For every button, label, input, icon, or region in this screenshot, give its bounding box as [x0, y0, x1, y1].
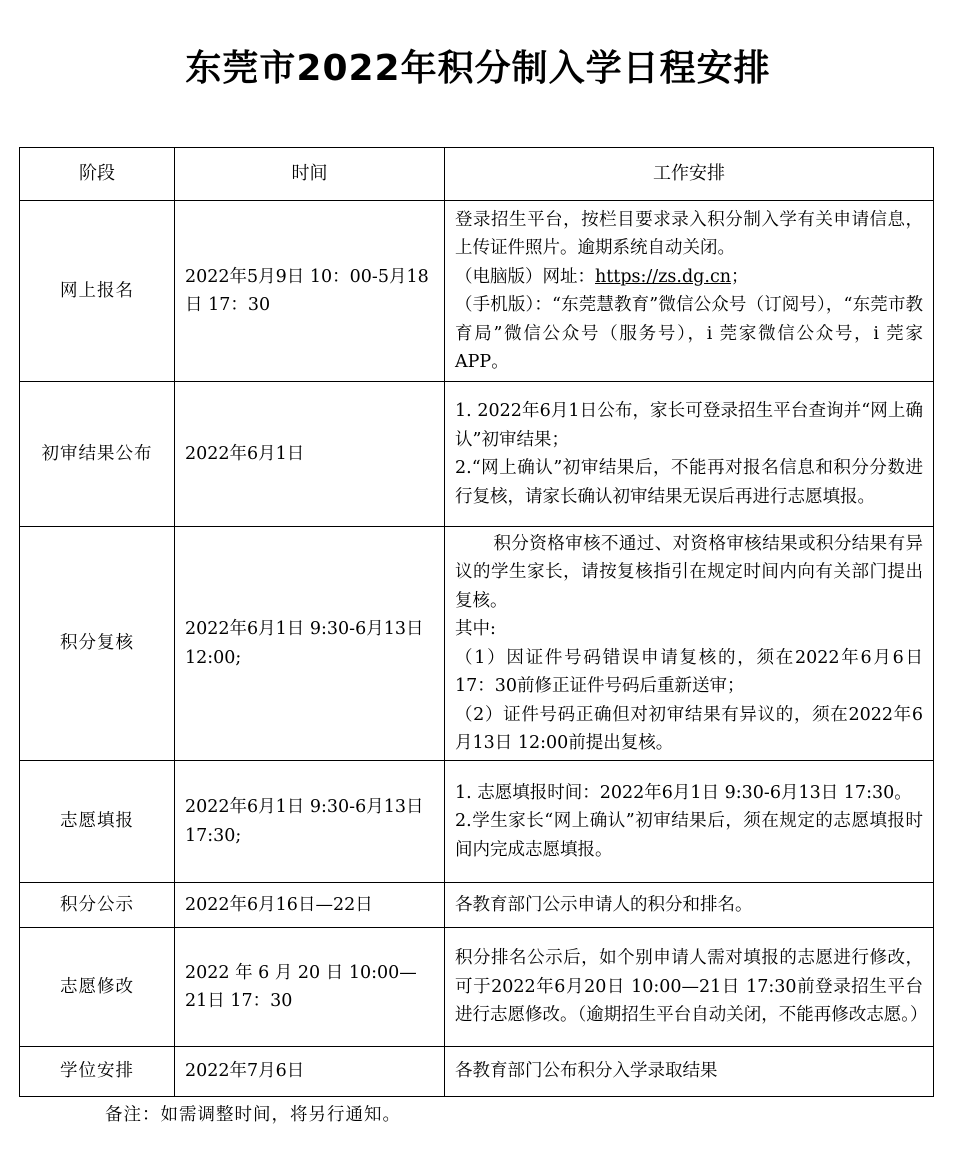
footnote: 备注：如需调整时间，将另行通知。 — [105, 1105, 401, 1125]
plan-line: 2.“网上确认”初审结果后，不能再对报名信息和积分分数进行复核，请家长确认初审结果无误后再进行志愿填报。 — [455, 458, 923, 507]
row-time: 2022年5月9日 10：00-5月18日 17：30 — [175, 201, 445, 382]
row-stage: 志愿修改 — [20, 928, 175, 1047]
row-plan — [445, 201, 934, 382]
plan-line: 积分资格审核不通过、对资格审核结果或积分结果有异议的学生家长，请按复核指引在规定时间内向有关部门提出复核。 — [455, 533, 923, 611]
plan-line: 1. 志愿填报时间：2022年6月1日 9:30-6月13日 17:30。 — [455, 782, 912, 803]
table-row — [20, 761, 934, 883]
plan-line: （手机版）：“东莞慧教育”微信公众号（订阅号），“东莞市教育局”微信公众号（服务号），i 莞家微信公众号，i 莞家 APP。 — [455, 295, 923, 372]
row-stage: 志愿填报 — [20, 761, 175, 883]
header-stage: 阶段 — [20, 148, 175, 201]
table-row — [20, 883, 934, 928]
table-row — [20, 527, 934, 761]
row-plan — [445, 382, 934, 527]
schedule-table — [19, 147, 934, 1097]
row-stage: 积分复核 — [20, 527, 175, 761]
plan-line: （2）证件号码正确但对初审结果有异议的，须在2022年6月13日 12:00前提出复核。 — [455, 704, 923, 753]
header-plan: 工作安排 — [445, 148, 934, 201]
row-plan — [445, 761, 934, 883]
row-plan — [445, 883, 934, 928]
row-stage: 初审结果公布 — [20, 382, 175, 527]
table-row — [20, 1047, 934, 1097]
row-time: 2022年6月1日 9:30-6月13日 17:30; — [175, 761, 445, 883]
row-time: 2022年7月6日 — [175, 1047, 445, 1097]
page-title: 东莞市2022年积分制入学日程安排 — [185, 48, 771, 89]
row-stage: 网上报名 — [20, 201, 175, 382]
plan-line: 2.学生家长“网上确认”初审结果后，须在规定的志愿填报时间内完成志愿填报。 — [455, 811, 923, 860]
row-plan — [445, 1047, 934, 1097]
row-time: 2022 年 6 月 20 日 10:00—21日 17：30 — [175, 928, 445, 1047]
row-stage: 积分公示 — [20, 883, 175, 928]
website-link[interactable]: https://zs.dg.cn — [595, 266, 732, 287]
plan-line: （1）因证件号码错误申请复核的，须在2022年6月6日 17：30前修正证件号码后重新送审； — [455, 647, 923, 696]
plan-line: 登录招生平台，按栏目要求录入积分制入学有关申请信息，上传证件照片。逾期系统自动关闭。 — [455, 209, 923, 258]
plan-line: 1. 2022年6月1日公布，家长可登录招生平台查询并“网上确认”初审结果； — [455, 401, 923, 450]
table-row — [20, 201, 934, 382]
row-plan — [445, 928, 934, 1047]
table-row — [20, 382, 934, 527]
table-header-row — [20, 148, 934, 201]
plan-line: 其中: — [455, 619, 496, 639]
row-time: 2022年6月16日—22日 — [175, 883, 445, 928]
plan-line: 各教育部门公示申请人的积分和排名。 — [455, 894, 753, 915]
row-time: 2022年6月1日 — [175, 382, 445, 527]
plan-line-url — [455, 263, 923, 292]
row-plan — [445, 527, 934, 761]
table-row — [20, 928, 934, 1047]
plan-url-label: （电脑版）网址： — [455, 266, 595, 287]
plan-line: 积分排名公示后，如个别申请人需对填报的志愿进行修改，可于2022年6月20日 10:00—21日 17:30前登录招生平台进行志愿修改。（逾期招生平台自动关闭，不能再修改志愿。） — [455, 948, 928, 1026]
plan-line: 各教育部门公布积分入学录取结果 — [455, 1061, 718, 1082]
row-time: 2022年6月1日 9:30-6月13日 12:00; — [175, 527, 445, 761]
row-stage: 学位安排 — [20, 1047, 175, 1097]
header-time: 时间 — [175, 148, 445, 201]
plan-url-suffix: ； — [731, 266, 749, 287]
